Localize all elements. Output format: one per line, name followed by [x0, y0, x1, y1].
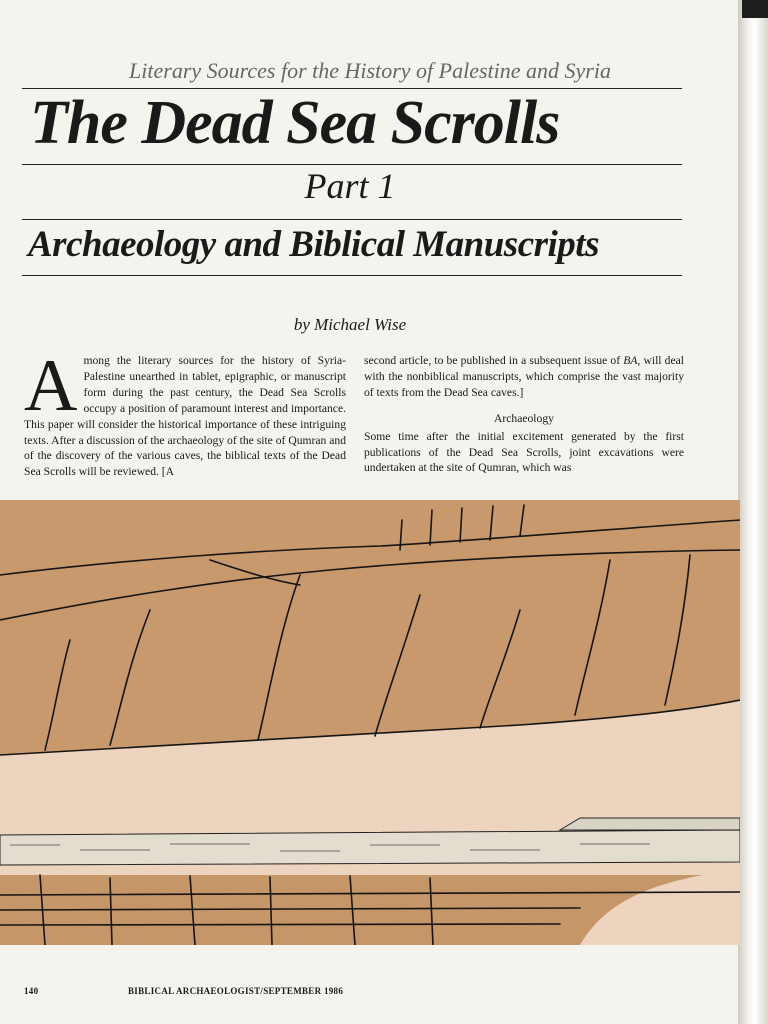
byline: by Michael Wise	[293, 315, 407, 334]
body-column-right	[364, 353, 684, 476]
intro-text: mong the literary sources for the history of Syria-Palestine unearthed in tablet, epigraphic, or manuscript form during the past century, the Dead Sea Scrolls occupy a position of paramount interest and importance. This paper will consider the historical importance of these intriguing texts. After a discussion of the archaeology of the site of Qumran and of the discovery of the various caves, the biblical texts of the Dead Sea Scrolls will be reviewed. [A	[24, 354, 346, 479]
section-heading: Archaeology	[494, 411, 554, 425]
drop-cap: A	[24, 345, 78, 427]
intro-paragraph	[24, 345, 346, 480]
subtitle-rule-bottom	[22, 275, 682, 276]
intro-continuation	[364, 353, 684, 401]
section-paragraph: Some time after the initial excitement generated by the first publications of the Dead Sea Scrolls, joint excavations were undertaken at the site of Qumran, which was	[364, 429, 684, 475]
body-column-left	[24, 345, 346, 480]
page-number: 140	[24, 986, 39, 996]
continuation-text: second article, to be published in a subsequent issue of	[364, 354, 624, 367]
article-subtitle: Archaeology and Biblical Manuscripts	[28, 224, 599, 265]
article-title: The Dead Sea Scrolls	[30, 89, 560, 157]
next-page-edge	[738, 0, 768, 1024]
series-title: Literary Sources for the History of Palestine and Syria	[129, 58, 611, 83]
part-label: Part 1	[304, 166, 396, 206]
subtitle-rule-top	[22, 219, 682, 220]
title-rule-middle	[22, 164, 682, 165]
binding-shadow	[742, 0, 768, 18]
qumran-cliff-illustration	[0, 500, 740, 945]
running-footer: BIBLICAL ARCHAEOLOGIST/SEPTEMBER 1986	[128, 986, 344, 996]
journal-abbrev: BA	[623, 354, 638, 367]
continuation-text-end: , will deal with the nonbiblical manuscripts, which comprise the vast majority of texts from the Dead Sea caves.]	[364, 354, 684, 399]
